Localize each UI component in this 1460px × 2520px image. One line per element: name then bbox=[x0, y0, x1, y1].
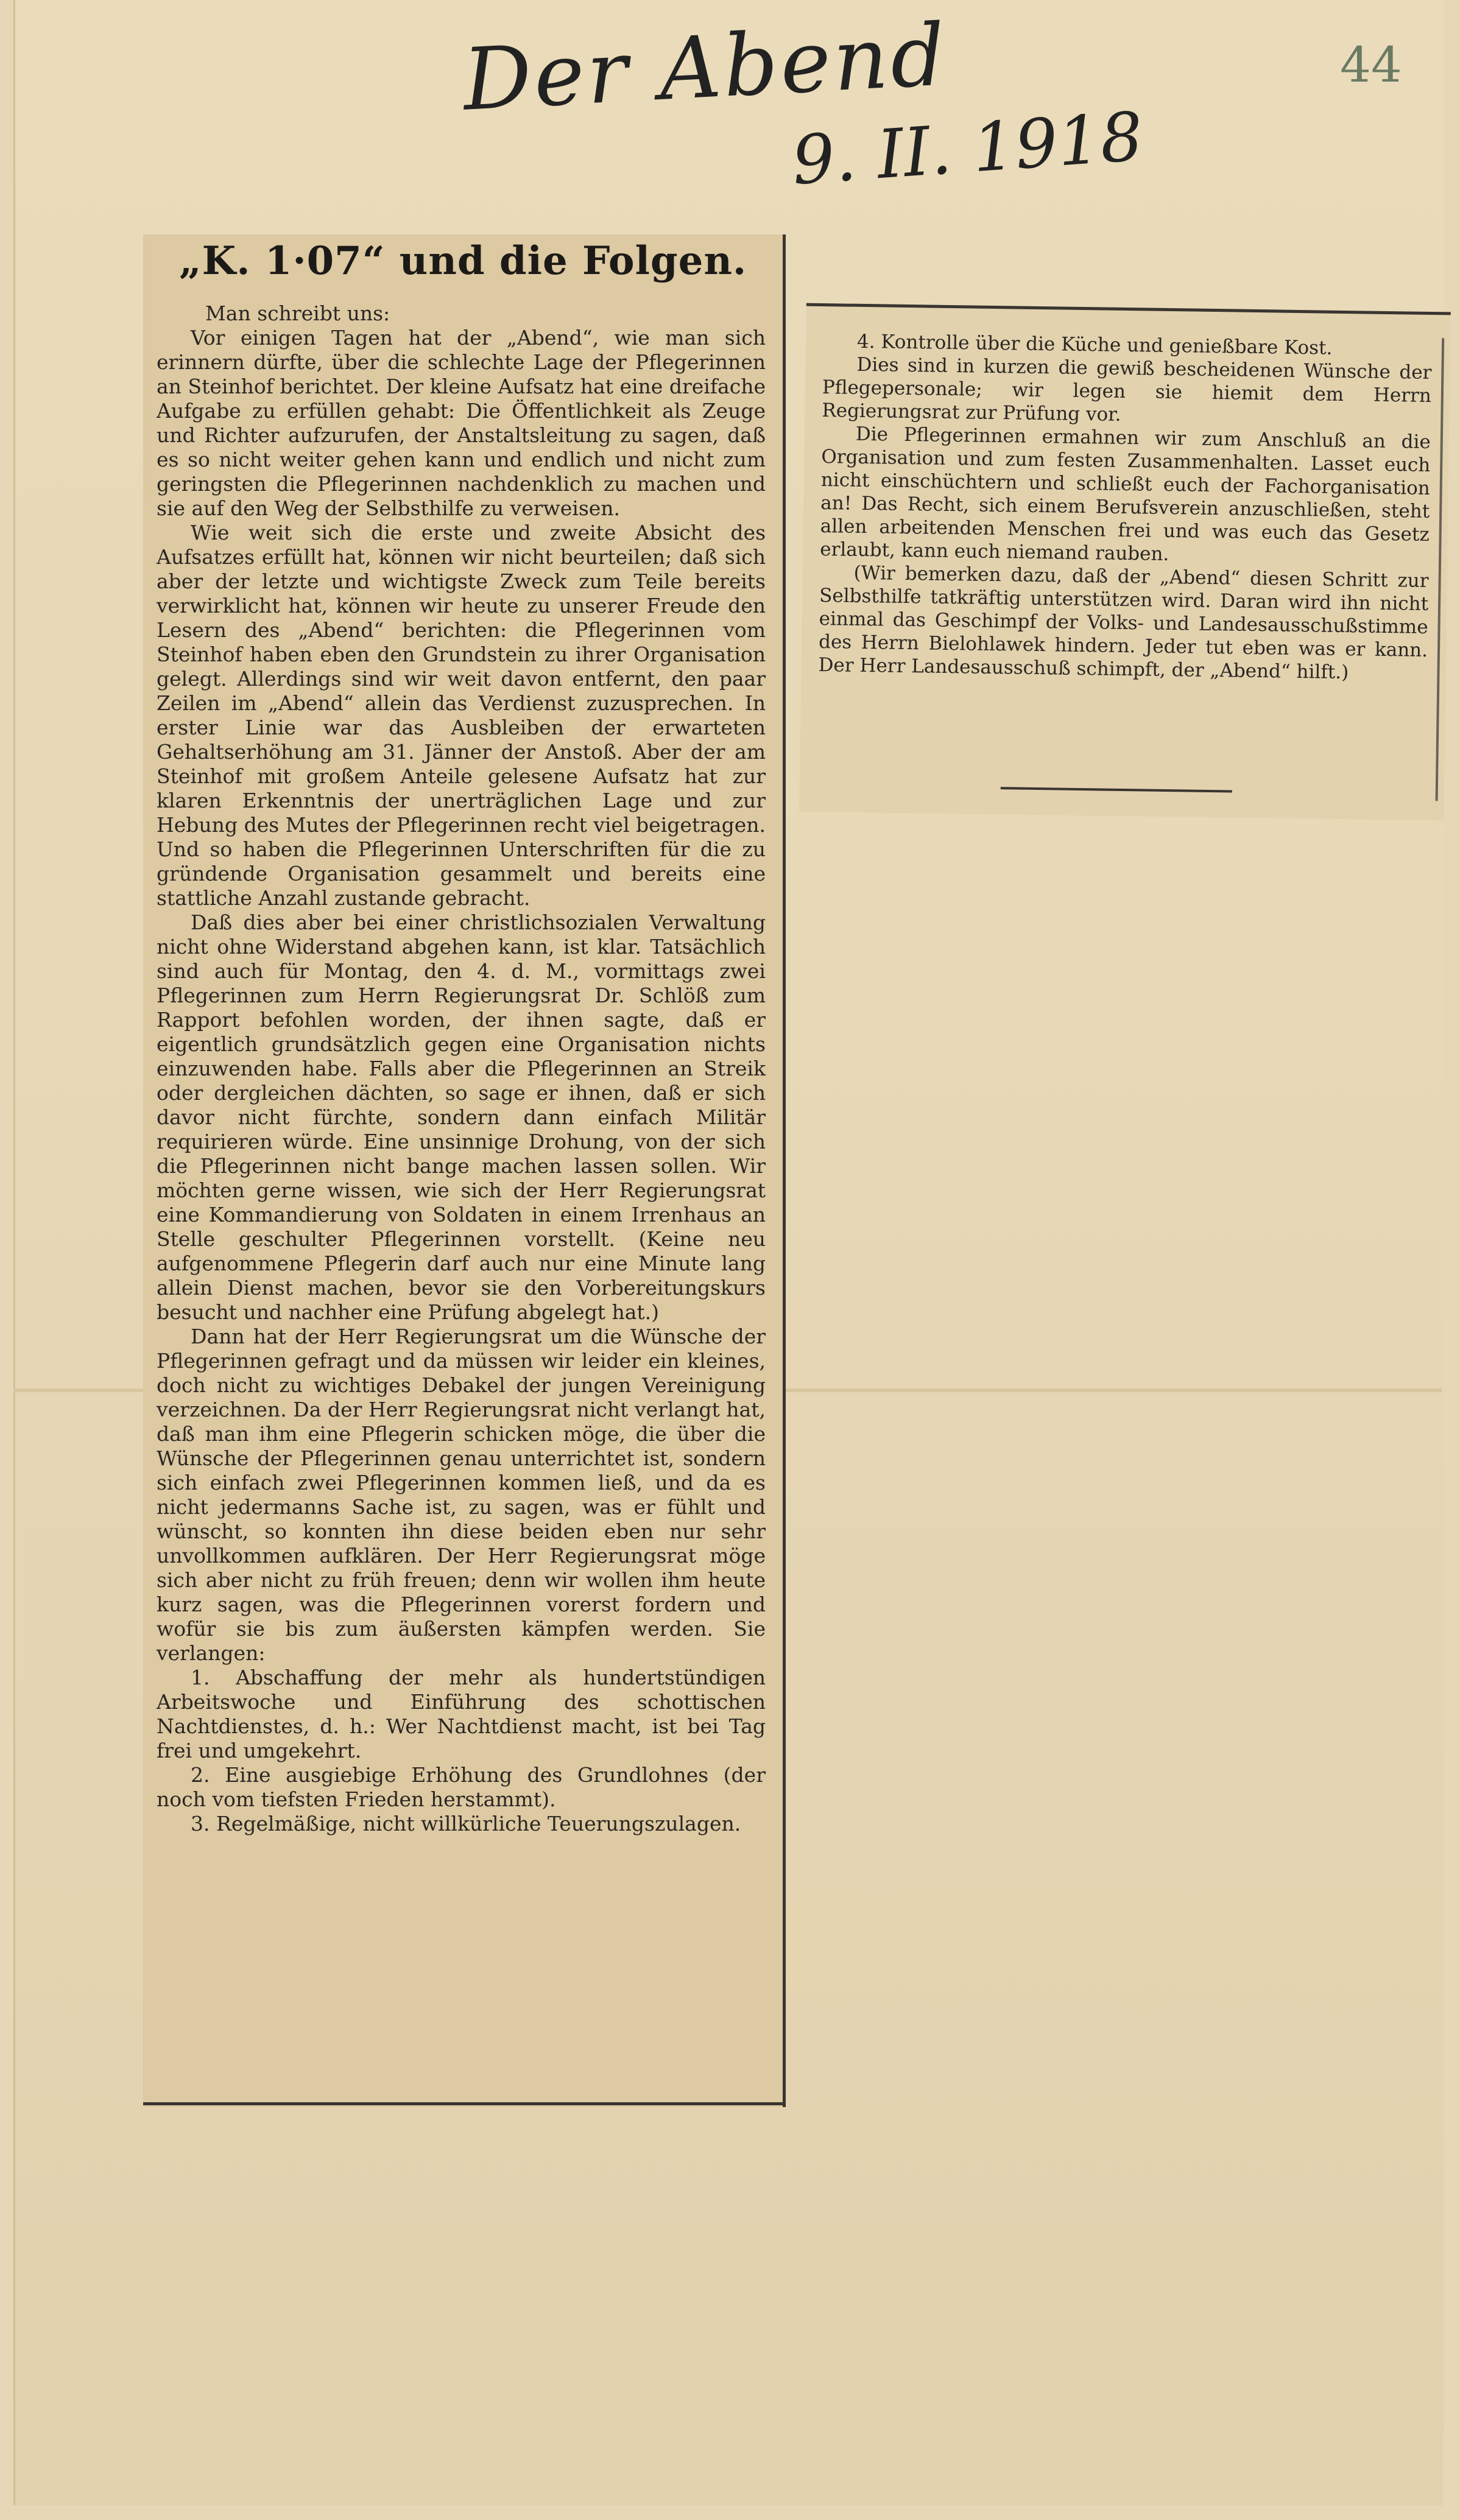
article-paragraph: Dies sind in kurzen die gewiß bescheidenen Wünsche der Pflegepersonale; wir legen sie hiemit dem Herrn Regierungsrat zur Prüfung vor. bbox=[822, 353, 1432, 426]
handwritten-date: 9. II. 1918 bbox=[789, 97, 1146, 200]
article-paragraph: (Wir bemerken dazu, daß der „Abend“ diesen Schritt zur Selbsthilfe tatkräftig unterstützen wird. Daran wird ihn nicht einmal das Geschimpf der Volks- und Landesausschußstimme des Herrn Bielohlawek hindern. Jeder tut eben was er kann. Der Herr Landesausschuß schimpft, der „Abend“ hilft.) bbox=[818, 561, 1429, 684]
article-paragraph: Man schreibt uns: bbox=[205, 301, 390, 325]
article-end-rule bbox=[1001, 787, 1232, 792]
demand-item: 4. Kontrolle über die Küche und genießbare Kost. bbox=[856, 330, 1333, 359]
newspaper-clipping-continuation bbox=[799, 303, 1451, 821]
article-paragraph: Daß dies aber bei einer christlichsozialen Verwaltung nicht ohne Widerstand abgehen kann, ist klar. Tatsächlich sind auch für Montag, den 4. d. M., vormittags zwei Pflegerinnen zum Herrn Regierungsrat Dr. Schlöß zum Rapport befohlen worden, der ihnen sagte, daß er eigentlich grundsätzlich gegen eine Organisation nichts einzuwenden habe. Falls aber die Pflegerinnen an Streik oder dergleichen dächten, so sage er ihnen, daß er sich davor nicht fürchte, sondern dann einfach Militär requirieren würde. Eine unsinnige Drohung, von der sich die Pflegerinnen nicht bange machen lassen sollen. Wir möchten gerne wissen, wie sich der Herr Regierungsrat eine Kommandierung von Soldaten in einem Irrenhaus an Stelle geschulter Pflegerinnen vorstellt. (Keine neu aufgenommene Pflegerin darf auch nur eine Minute lang allein Dienst machen, bevor sie den Vorbereitungskurs besucht und nachher eine Prüfung abgelegt hat.) bbox=[157, 910, 766, 1324]
article-headline: „K. 1·07“ und die Folgen. bbox=[178, 238, 747, 284]
clipping-bottom-rule bbox=[143, 2102, 783, 2105]
continuation-body bbox=[818, 329, 1432, 685]
demand-item: 2. Eine ausgiebige Erhöhung des Grundlohnes (der noch vom tiefsten Frieden herstammt). bbox=[157, 1763, 766, 1811]
column-rule bbox=[1436, 338, 1445, 801]
article-paragraph: Dann hat der Herr Regierungsrat um die Wünsche der Pflegerinnen gefragt und da müssen wir leider ein kleines, doch nicht zu wichtiges Debakel der jungen Vereinigung verzeichnen. Da der Herr Regierungsrat nicht verlangt hat, daß man ihm eine Pflegerin schicken möge, die über die Wünsche der Pflegerinnen genau unterrichtet ist, sondern sich einfach zwei Pflegerinnen kommen ließ, und da es nicht jedermanns Sache ist, zu sagen, was er fühlt und wünscht, so konnten ihn diese beiden eben nur sehr unvollkommen aufklären. Der Herr Regierungsrat möge sich aber nicht zu früh freuen; denn wir wollen ihm heute kurz sagen, was die Pflegerinnen vorerst fordern und wofür sie bis zum äußersten kämpfen werden. Sie verlangen: bbox=[157, 1325, 766, 1665]
handwritten-page-number: 44 bbox=[1340, 37, 1402, 93]
article-paragraph: Die Pflegerinnen ermahnen wir zum Anschluß an die Organisation und zum festen Zusammenhalten. Lasset euch nicht einschüchtern und schließt euch der Fachorganisation an! Das Recht, sich einem Berufsverein anzuschließen, steht allen arbeitenden Menschen frei und was euch das Gesetz erlaubt, kann euch niemand rauben. bbox=[819, 423, 1431, 566]
demand-item: 3. Regelmäßige, nicht willkürliche Teuerungszulagen. bbox=[191, 1812, 741, 1835]
handwritten-source-title: Der Abend bbox=[460, 5, 950, 130]
article-body bbox=[157, 301, 766, 1836]
newspaper-clipping-main bbox=[143, 234, 786, 2107]
article-paragraph: Wie weit sich die erste und zweite Absicht des Aufsatzes erfüllt hat, können wir nicht beurteilen; daß sich aber der letzte und wichtigste Zweck zum Teile bereits verwirklicht hat, können wir heute zu unserer Freude den Lesern des „Abend“ berichten: die Pflegerinnen vom Steinhof haben eben den Grundstein zu ihrer Organisation gelegt. Allerdings sind wir weit davon entfernt, den paar Zeilen im „Abend“ allein das Verdienst zuzusprechen. In erster Linie war das Ausbleiben der erwarteten Gehaltserhöhung am 31. Jänner der Anstoß. Aber der am Steinhof mit großem Anteile gelesene Aufsatz hat zur klaren Erkenntnis der unerträglichen Lage und zur Hebung des Mutes der Pflegerinnen recht viel beigetragen. Und so haben die Pflegerinnen Unterschriften für die zu gründende Organisation gesammelt und bereits eine stattliche Anzahl zustande gebracht. bbox=[157, 521, 766, 910]
demand-item: 1. Abschaffung der mehr als hundertstündigen Arbeitswoche und Einführung des schottischen Nachtdienstes, d. h.: Wer Nachtdienst macht, ist bei Tag frei und umgekehrt. bbox=[157, 1666, 766, 1762]
article-paragraph: Vor einigen Tagen hat der „Abend“, wie man sich erinnern dürfte, über die schlechte Lage der Pflegerinnen an Steinhof berichtet. Der kleine Aufsatz hat eine dreifache Aufgabe zu erfüllen gehabt: Die Öffentlichkeit als Zeuge und Richter aufzurufen, der Anstaltsleitung zu sagen, daß es so nicht weiter gehen kann und endlich und nicht zum geringsten die Pflegerinnen nachdenklich zu machen und sie auf den Weg der Selbsthilfe zu verweisen. bbox=[157, 326, 766, 520]
